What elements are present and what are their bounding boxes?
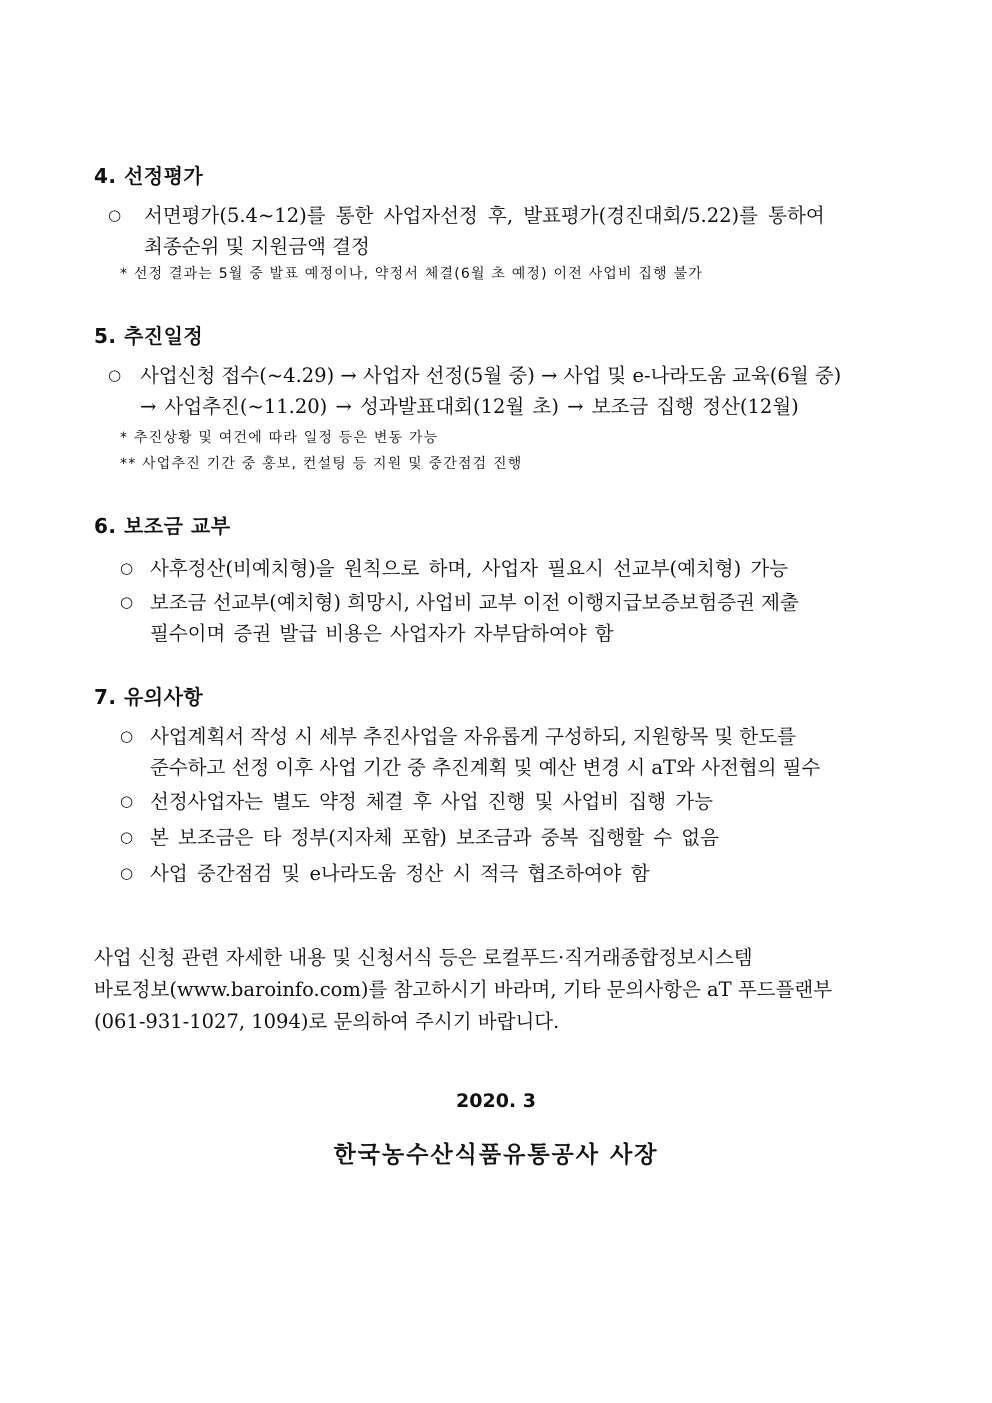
item-line: 사업계획서 작성 시 세부 추진사업을 자유롭게 구성하되, 지원항목 및 한도를 [150, 725, 796, 748]
document-date: 2020. 3 [456, 1090, 536, 1112]
footnote: * 선정 결과는 5월 중 발표 예정이나, 약정서 체결(6월 초 예정) 이전 사업비 집행 불가 [120, 266, 703, 282]
bullet-icon: ○ [120, 864, 134, 882]
bullet-icon: ○ [120, 828, 134, 846]
item-line: 준수하고 선정 이후 사업 기간 중 추진계획 및 예산 변경 시 aT와 사전협의 필수 [150, 756, 821, 779]
closing-line: 바로정보(www.baroinfo.com)를 참고하시기 바라며, 기타 문의사항은 aT 푸드플랜부 [94, 978, 833, 1001]
section-title-6: 6. 보조금 교부 [94, 514, 231, 538]
issuing-organization: 한국농수산식품유통공사 사장 [333, 1142, 659, 1168]
item-line: 보조금 선교부(예치형) 희망시, 사업비 교부 이전 이행지급보증보험증권 제출 [150, 591, 799, 614]
item-line: 사후정산(비예치형)을 원칙으로 하며, 사업자 필요시 선교부(예치형) 가능 [150, 557, 789, 580]
item-line: 서면평가(5.4~12)를 통한 사업자선정 후, 발표평가(경진대회/5.22)를 통하여 [144, 204, 825, 227]
closing-line: (061-931-1027, 1094)로 문의하여 주시기 바랍니다. [94, 1010, 560, 1033]
bullet-icon: ○ [120, 559, 134, 577]
item-line: 필수이며 증권 발급 비용은 사업자가 자부담하여야 함 [150, 622, 614, 645]
closing-line: 사업 신청 관련 자세한 내용 및 신청서식 등은 로컬푸드·직거래종합정보시스템 [94, 946, 753, 969]
item-line: → 사업추진(~11.20) → 성과발표대회(12월 초) → 보조금 집행 정산(12월) [140, 395, 799, 418]
bullet-icon: ○ [108, 366, 122, 384]
footnote: ** 사업추진 기간 중 홍보, 컨설팅 등 지원 및 중간점검 진행 [120, 456, 523, 472]
bullet-icon: ○ [108, 206, 122, 224]
footnote: * 추진상황 및 여건에 따라 일정 등은 변동 가능 [120, 430, 439, 446]
bullet-icon: ○ [120, 792, 134, 810]
item-line: 최종순위 및 지원금액 결정 [144, 235, 370, 258]
section-title-4: 4. 선정평가 [94, 164, 204, 188]
item-line: 선정사업자는 별도 약정 체결 후 사업 진행 및 사업비 집행 가능 [150, 790, 713, 813]
section-title-5: 5. 추진일정 [94, 324, 204, 348]
item-line: 사업 중간점검 및 e나라도움 정산 시 적극 협조하여야 함 [150, 862, 650, 885]
bullet-icon: ○ [120, 593, 134, 611]
item-line: 사업신청 접수(~4.29) → 사업자 선정(5월 중) → 사업 및 e-나라도움 교육(6월 중) [140, 364, 842, 387]
section-title-7: 7. 유의사항 [94, 685, 204, 709]
item-line: 본 보조금은 타 정부(지자체 포함) 보조금과 중복 집행할 수 없음 [150, 826, 719, 849]
bullet-icon: ○ [120, 727, 134, 745]
